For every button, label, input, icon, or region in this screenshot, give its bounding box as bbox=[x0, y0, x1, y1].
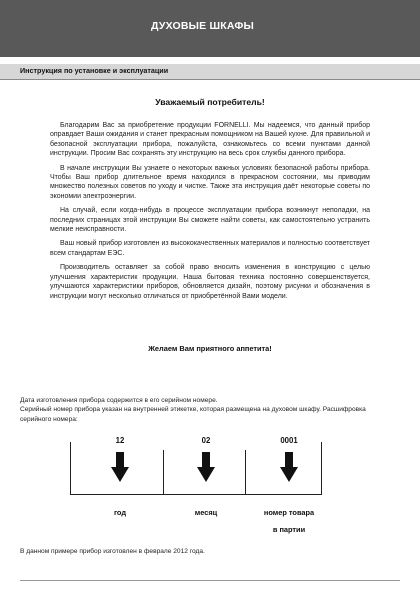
example-note: В данном примере прибор изготовлен в феврале 2012 года. bbox=[20, 548, 205, 555]
caption-month bbox=[161, 507, 251, 518]
intro-text bbox=[50, 121, 370, 306]
serial-diagram bbox=[0, 432, 420, 542]
caption-line: год bbox=[113, 508, 127, 517]
bracket-divider bbox=[245, 450, 246, 494]
caption-line: месяц bbox=[194, 508, 218, 517]
caption-line: номер товара bbox=[263, 508, 315, 517]
section-title: ДУХОВЫЕ ШКАФЫ bbox=[151, 20, 254, 32]
date-note bbox=[20, 396, 390, 424]
subheader-title: Инструкция по установке и эксплуатации bbox=[20, 66, 169, 75]
closing-wish: Желаем Вам приятного аппетита! bbox=[148, 344, 272, 353]
caption-line: в партии bbox=[272, 525, 306, 534]
paragraph: Благодарим Вас за приобретение продукции FORNELLI. Мы надеемся, что данный прибор оправдает Ваши ожидания и станет прекрасным помощником на Вашей кухне. Для правильной и безопасной эксплуатации прибора, пожалуйста, ознакомьтесь со всеми пунктами данной инструкции. Просим Вас сохранять эту инструкцию на весь срок службы данного прибора. bbox=[50, 122, 370, 158]
greeting-heading: Уважаемый потребитель! bbox=[155, 97, 265, 107]
serial-month-value: 02 bbox=[201, 436, 211, 445]
bracket-left-edge bbox=[70, 442, 71, 494]
bracket-right-edge bbox=[321, 442, 322, 494]
bracket-bottom-edge bbox=[70, 494, 322, 495]
paragraph: На случай, если когда-нибудь в процессе эксплуатации прибора возникнут неполадки, на последних страницах этой инструкции Вы сможете найти советы, как самостоятельно устранить мелкие неисправности. bbox=[50, 207, 370, 234]
bracket-divider bbox=[163, 450, 164, 494]
footer-divider bbox=[20, 580, 400, 581]
header-bar bbox=[0, 0, 420, 57]
paragraph: Производитель оставляет за собой право вносить изменения в конструкцию с целью улучшения характеристик продукции. Наша бытовая техника постоянно совершенствуется, улучшаются характеристики приборов, обновляется дизайн, поэтому рисунки и обозначения в инструкции могут несколько отличаться от приобретённой Вами модели. bbox=[50, 264, 370, 300]
arrow-down-icon bbox=[197, 452, 215, 482]
date-note-line: Серийный номер прибора указан на внутренней этикетке, которая размещена на духовом шкафу. Расшифровка серийного номера: bbox=[20, 406, 366, 423]
paragraph: Ваш новый прибор изготовлен из высококачественных материалов и полностью соответствует всем стандартам ЕЭС. bbox=[50, 240, 370, 257]
subheader-bar bbox=[0, 64, 420, 80]
serial-year-value: 12 bbox=[115, 436, 125, 445]
serial-number-value: 0001 bbox=[280, 436, 298, 445]
paragraph: В начале инструкции Вы узнаете о некоторых важных условиях безопасной работы прибора. Чтобы Ваш прибор длительное время находился в прекрасном состоянии, мы приводим множество полезных советов по уходу и чистке. Также эта инструкция даёт некоторые советы по экономии электроэнергии. bbox=[50, 164, 370, 200]
date-note-line: Дата изготовления прибора содержится в его серийном номере. bbox=[20, 397, 218, 404]
arrow-down-icon bbox=[280, 452, 298, 482]
caption-year bbox=[75, 507, 165, 518]
arrow-down-icon bbox=[111, 452, 129, 482]
caption-item-number bbox=[244, 507, 334, 535]
